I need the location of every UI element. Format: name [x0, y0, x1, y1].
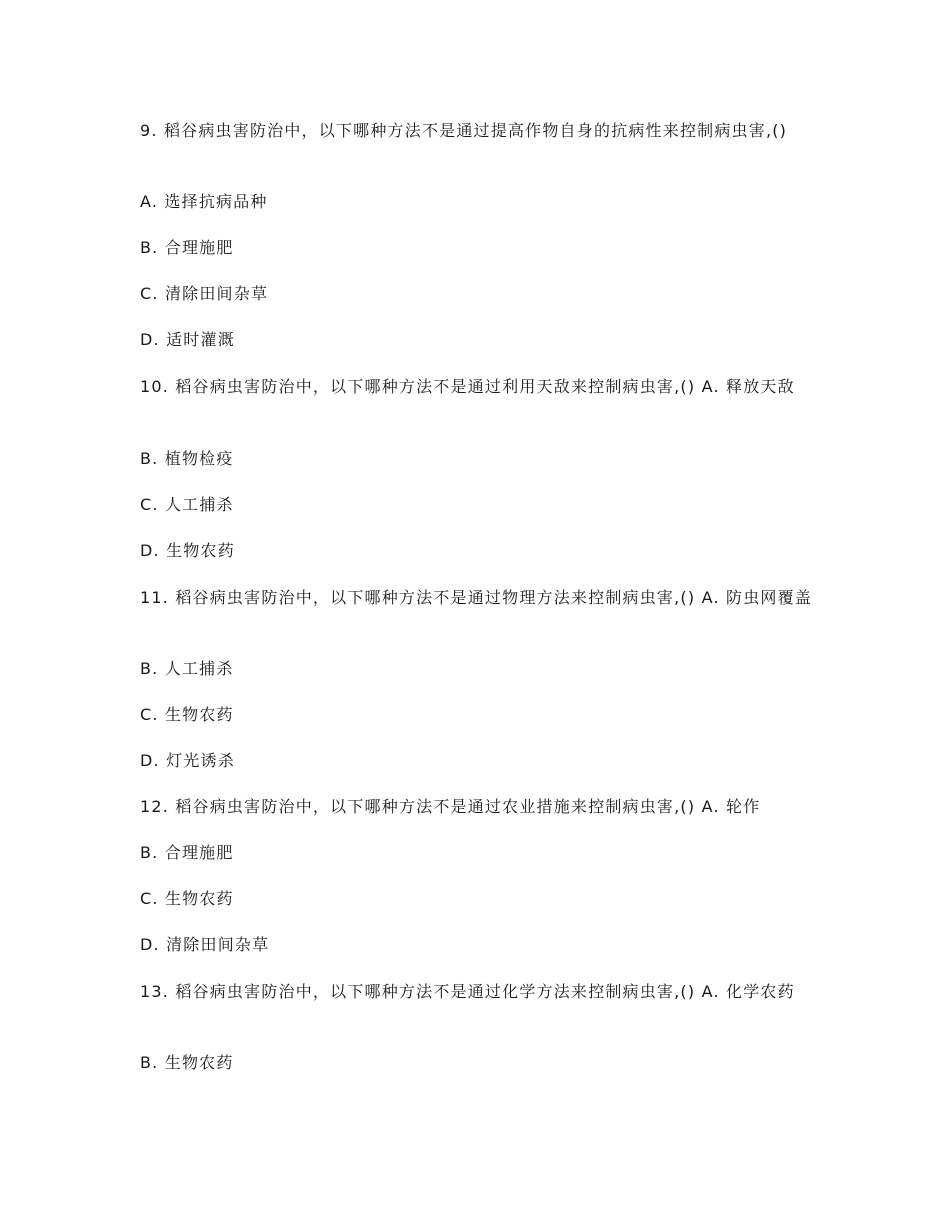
- question-9-stem: 9. 稻谷病虫害防治中，以下哪种方法不是通过提高作物自身的抗病性来控制病虫害,(): [140, 121, 788, 140]
- question-11-option-b: B. 人工捕杀: [140, 659, 234, 678]
- question-9-option-b: B. 合理施肥: [140, 238, 234, 257]
- question-10-option-d: D. 生物农药: [140, 541, 235, 560]
- question-9-option-c: C. 清除田间杂草: [140, 284, 269, 303]
- question-12-stem: 12. 稻谷病虫害防治中，以下哪种方法不是通过农业措施来控制病虫害,() A. 轮作: [140, 797, 761, 816]
- question-11-option-d: D. 灯光诱杀: [140, 751, 235, 770]
- question-10-option-c: C. 人工捕杀: [140, 495, 234, 514]
- question-13-stem: 13. 稻谷病虫害防治中，以下哪种方法不是通过化学方法来控制病虫害,() A. 化学农药: [140, 982, 795, 1001]
- question-12-option-c: C. 生物农药: [140, 889, 234, 908]
- question-9-option-d: D. 适时灌溉: [140, 330, 235, 349]
- question-13-option-b: B. 生物农药: [140, 1053, 234, 1072]
- question-9-option-a: A. 选择抗病品种: [140, 192, 268, 211]
- question-11-option-c: C. 生物农药: [140, 705, 234, 724]
- question-12-option-b: B. 合理施肥: [140, 843, 234, 862]
- question-10-stem: 10. 稻谷病虫害防治中，以下哪种方法不是通过利用天敌来控制病虫害,() A. 释放天敌: [140, 377, 795, 396]
- question-11-stem: 11. 稻谷病虫害防治中，以下哪种方法不是通过物理方法来控制病虫害,() A. 防虫网覆盖: [140, 588, 813, 607]
- question-10-option-b: B. 植物检疫: [140, 449, 234, 468]
- question-12-option-d: D. 清除田间杂草: [140, 935, 270, 954]
